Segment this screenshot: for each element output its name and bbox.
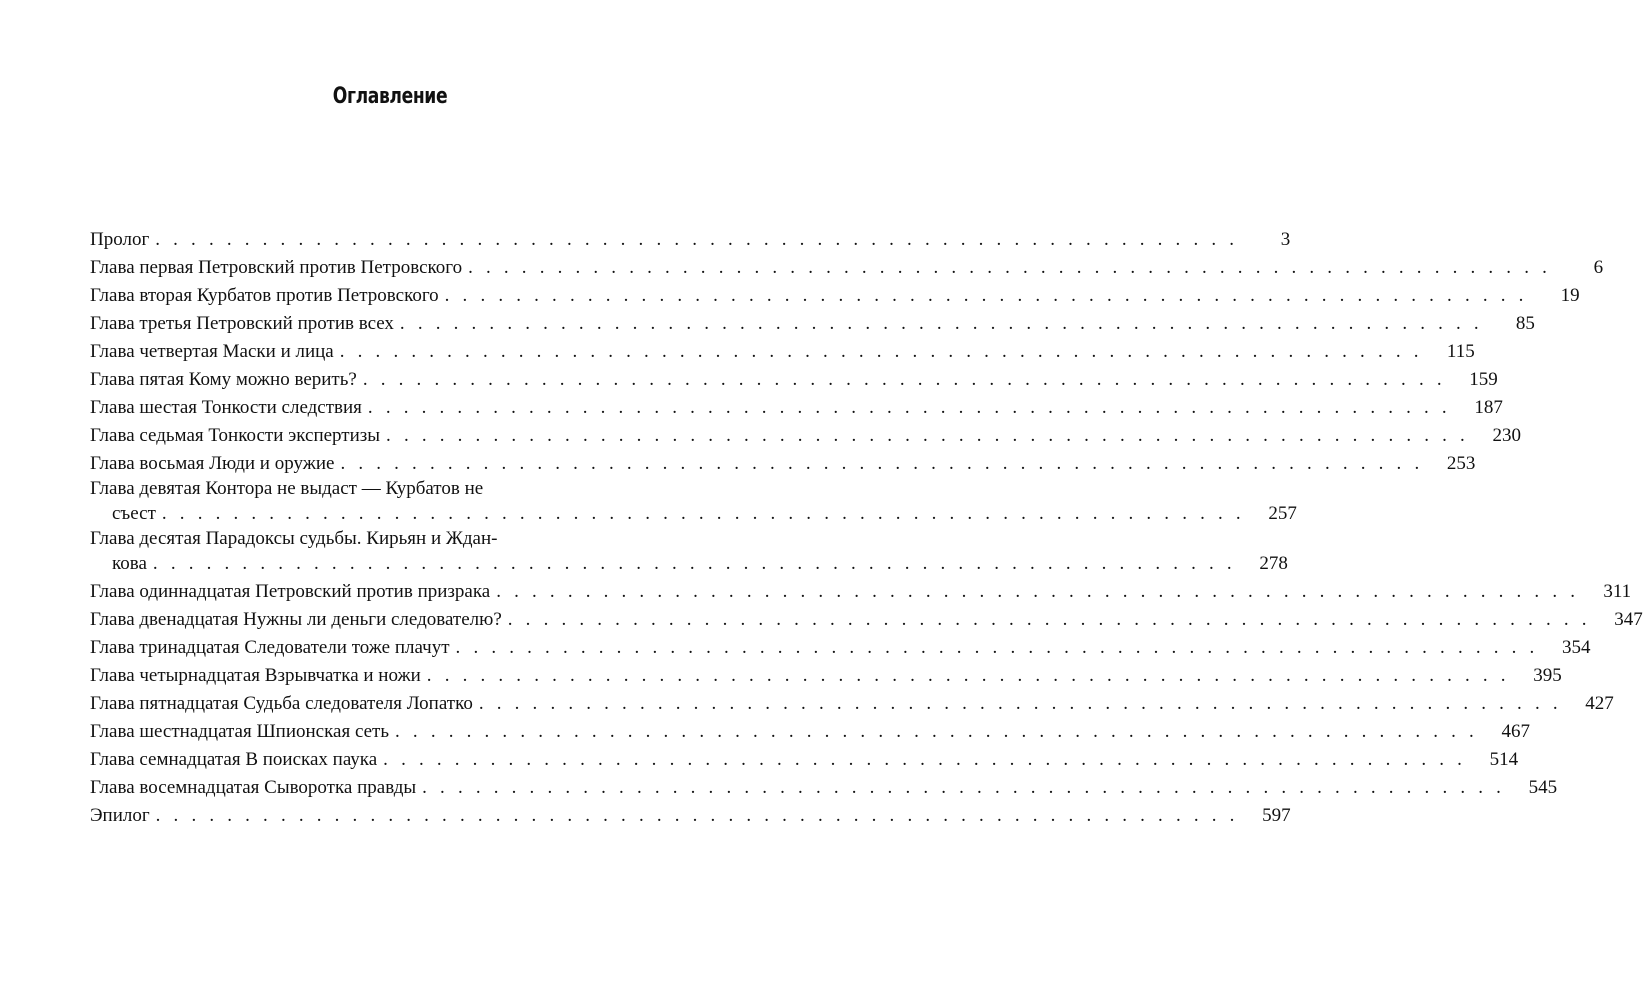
toc-entry-title: Глава тринадцатая Следователи тоже плачут <box>90 637 450 658</box>
toc-page-number: 257 <box>1268 503 1297 524</box>
toc-entry-title: Глава шестая Тонкости следствия <box>90 397 362 418</box>
toc-entry <box>90 450 1476 478</box>
dot-leader: . . . . . . . . . . . . . . . . . . . . . . . . . . . . . . . . . . . . . . . . . . . . . . . . . . . . . . . . . . . . . <box>161 503 1245 524</box>
toc-entry-title-continued: съест <box>112 503 156 524</box>
dot-leader: . . . . . . . . . . . . . . . . . . . . . . . . . . . . . . . . . . . . . . . . . . . . . . . . . . . . . . . . . . . . . <box>339 341 1423 362</box>
toc-page-number: 159 <box>1469 369 1498 390</box>
toc-entry-title: Пролог <box>90 229 150 250</box>
dot-leader: . . . . . . . . . . . . . . . . . . . . . . . . . . . . . . . . . . . . . . . . . . . . . . . . . . . . . . . . . . . . . <box>340 453 1424 474</box>
dot-leader: . . . . . . . . . . . . . . . . . . . . . . . . . . . . . . . . . . . . . . . . . . . . . . . . . . . . . . . . . . . . . <box>386 425 1469 446</box>
dot-leader: . . . . . . . . . . . . . . . . . . . . . . . . . . . . . . . . . . . . . . . . . . . . . . . . . . . . . . . . . . . . . <box>507 609 1591 630</box>
toc-entry <box>90 802 1291 830</box>
toc-entry <box>90 282 1580 310</box>
toc-page-number: 354 <box>1562 637 1591 658</box>
toc-entry <box>90 634 1591 662</box>
toc-entry-title: Глава семнадцатая В поисках паука <box>90 749 378 770</box>
dot-leader: . . . . . . . . . . . . . . . . . . . . . . . . . . . . . . . . . . . . . . . . . . . . . . . . . . . . . . . . . . . . . <box>455 637 1539 658</box>
toc-entry-title-continued: кова <box>112 553 147 574</box>
toc-page-number: 230 <box>1492 425 1521 446</box>
dot-leader: . . . . . . . . . . . . . . . . . . . . . . . . . . . . . . . . . . . . . . . . . . . . . . . . . . . . . . . . . . . . . <box>468 257 1552 278</box>
toc-page-number: 467 <box>1501 721 1530 742</box>
dot-leader: . . . . . . . . . . . . . . . . . . . . . . . . . . . . . . . . . . . . . . . . . . . . . . . . . . . . . . . . . . . . . <box>426 665 1510 686</box>
toc-entry-title: Глава пятнадцатая Судьба следователя Лопатко <box>90 693 473 714</box>
toc-entry-title: Глава четырнадцатая Взрывчатка и ножи <box>90 665 421 686</box>
toc-entry-title: Глава восемнадцатая Сыворотка правды <box>90 777 417 798</box>
toc-page-number: 311 <box>1603 581 1632 602</box>
toc-entry <box>90 662 1562 690</box>
toc-entry <box>90 478 1297 528</box>
toc-heading: Оглавление <box>332 84 448 109</box>
dot-leader: . . . . . . . . . . . . . . . . . . . . . . . . . . . . . . . . . . . . . . . . . . . . . . . . . . . . . . . . . . . . . <box>478 693 1562 714</box>
dot-leader: . . . . . . . . . . . . . . . . . . . . . . . . . . . . . . . . . . . . . . . . . . . . . . . . . . . . . . . . . . . . . <box>422 777 1506 798</box>
toc-entry-title: Глава десятая Парадоксы судьбы. Кирьян и Ждан- <box>90 528 498 549</box>
toc-entry <box>90 746 1519 774</box>
dot-leader: . . . . . . . . . . . . . . . . . . . . . . . . . . . . . . . . . . . . . . . . . . . . . . . . . . . . . . . . . . . . . <box>399 313 1483 334</box>
toc-entry <box>90 394 1503 422</box>
toc-page-number: 85 <box>1515 313 1535 334</box>
toc-entry-title: Глава двенадцатая Нужны ли деньги следователю? <box>90 609 502 630</box>
toc-entry-title: Эпилог <box>90 805 150 826</box>
toc-entry <box>90 690 1614 718</box>
toc-entry <box>90 366 1498 394</box>
toc-entry-title: Глава пятая Кому можно верить? <box>90 369 357 390</box>
toc-page-number: 278 <box>1259 553 1288 574</box>
dot-leader: . . . . . . . . . . . . . . . . . . . . . . . . . . . . . . . . . . . . . . . . . . . . . . . . . . . . . . . . . . . . . <box>152 553 1236 574</box>
toc-page-number: 19 <box>1560 285 1580 306</box>
toc-entry <box>90 422 1521 450</box>
toc-entry <box>90 226 1291 254</box>
toc-page-number: 427 <box>1585 693 1614 714</box>
toc-page-number: 395 <box>1533 665 1562 686</box>
toc-page-number: 347 <box>1614 609 1643 630</box>
toc-entry <box>90 338 1475 366</box>
toc-entry-title: Глава седьмая Тонкости экспертизы <box>90 425 381 446</box>
toc-page-number: 187 <box>1474 397 1503 418</box>
toc-entry-title: Глава одиннадцатая Петровский против призрака <box>90 581 491 602</box>
toc-page-number: 6 <box>1593 257 1604 278</box>
dot-leader: . . . . . . . . . . . . . . . . . . . . . . . . . . . . . . . . . . . . . . . . . . . . . . . . . . . . . . . . . . . . . <box>383 749 1467 770</box>
toc-page-number: 597 <box>1262 805 1291 826</box>
toc-entry <box>90 718 1530 746</box>
toc-entry <box>90 528 1288 578</box>
dot-leader: . . . . . . . . . . . . . . . . . . . . . . . . . . . . . . . . . . . . . . . . . . . . . . . . . . . . . . . . . . . . . <box>367 397 1451 418</box>
toc-entry-continuation <box>90 550 1288 578</box>
toc-entry <box>90 606 1643 634</box>
dot-leader: . . . . . . . . . . . . . . . . . . . . . . . . . . . . . . . . . . . . . . . . . . . . . . . . . . . . . . . . . . . . . <box>395 721 1478 742</box>
toc-page-number: 3 <box>1280 229 1291 250</box>
dot-leader: . . . . . . . . . . . . . . . . . . . . . . . . . . . . . . . . . . . . . . . . . . . . . . . . . . . . . . . . . . . . . <box>155 805 1239 826</box>
toc-entry <box>90 254 1604 282</box>
toc-entry-title: Глава третья Петровский против всех <box>90 313 394 334</box>
toc-page-number: 253 <box>1446 453 1476 474</box>
table-of-contents <box>90 226 1643 830</box>
toc-entry <box>90 578 1632 606</box>
toc-entry-title: Глава четвертая Маски и лица <box>90 341 334 362</box>
toc-page-number: 545 <box>1528 777 1558 798</box>
toc-page-number: 514 <box>1489 749 1519 770</box>
toc-entry-title: Глава первая Петровский против Петровского <box>90 257 463 278</box>
toc-entry-title: Глава вторая Курбатов против Петровского <box>90 285 439 306</box>
toc-entry <box>90 774 1558 802</box>
toc-entry-title: Глава девятая Контора не выдаст — Курбатов не <box>90 478 484 499</box>
toc-entry-title: Глава восьмая Люди и оружие <box>90 453 335 474</box>
dot-leader: . . . . . . . . . . . . . . . . . . . . . . . . . . . . . . . . . . . . . . . . . . . . . . . . . . . . . . . . . . . . . <box>444 285 1528 306</box>
toc-entry-continuation <box>90 500 1297 528</box>
dot-leader: . . . . . . . . . . . . . . . . . . . . . . . . . . . . . . . . . . . . . . . . . . . . . . . . . . . . . . . . . . . . . <box>362 369 1446 390</box>
dot-leader: . . . . . . . . . . . . . . . . . . . . . . . . . . . . . . . . . . . . . . . . . . . . . . . . . . . . . . . . . . . . . <box>496 581 1580 602</box>
toc-page-number: 115 <box>1446 341 1475 362</box>
toc-entry-title: Глава шестнадцатая Шпионская сеть <box>90 721 390 742</box>
toc-entry <box>90 310 1535 338</box>
dot-leader: . . . . . . . . . . . . . . . . . . . . . . . . . . . . . . . . . . . . . . . . . . . . . . . . . . . . . . . . . . . . . <box>155 229 1239 250</box>
